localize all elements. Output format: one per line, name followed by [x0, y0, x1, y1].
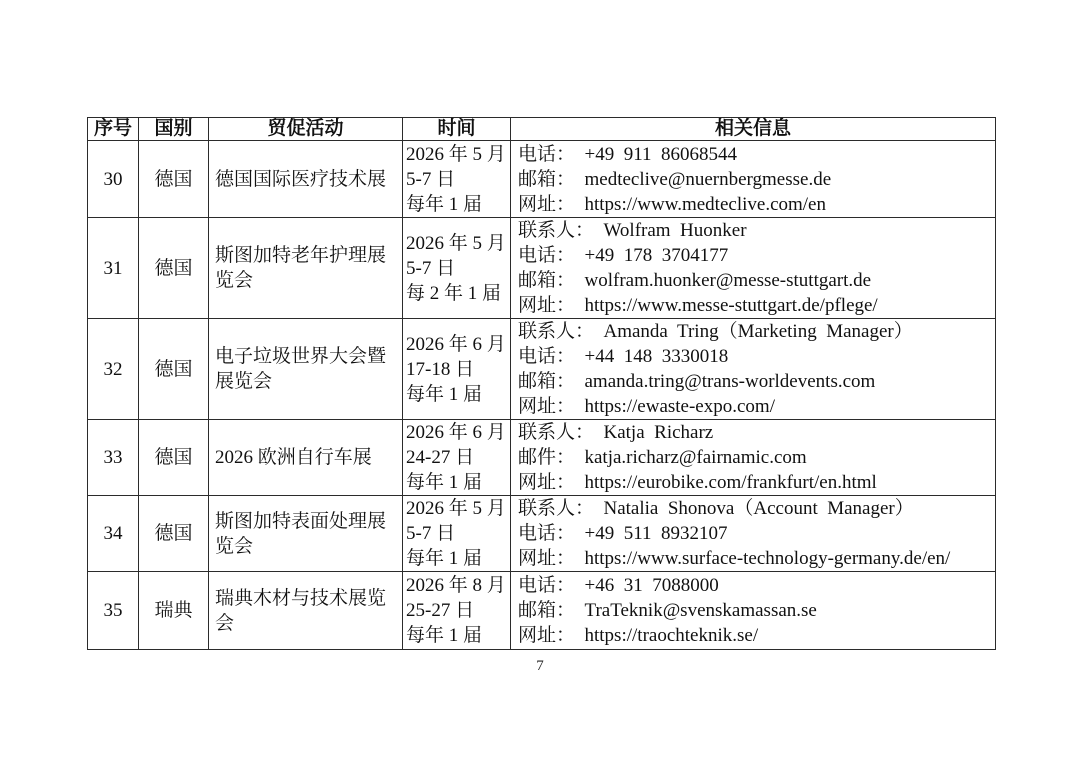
- time-line: 每 2 年 1 届: [406, 282, 502, 304]
- header-country: 国别: [139, 118, 209, 141]
- cell-activity: 斯图加特表面处理展览会: [209, 496, 403, 572]
- cell-country: 瑞典: [139, 572, 209, 650]
- cell-info: [511, 319, 996, 420]
- time-line: 每年 1 届: [406, 472, 483, 493]
- time-line: 2026 年 5 月: [406, 498, 506, 519]
- info-line: 联系人： Amanda Tring（Marketing Manager）: [518, 321, 913, 342]
- cell-row-number: 34: [88, 496, 139, 572]
- time-line: 每年 1 届: [406, 548, 483, 569]
- cell-info: [511, 218, 996, 319]
- cell-info: [511, 141, 996, 218]
- cell-row-number: 35: [88, 572, 139, 650]
- time-line: 5-7 日: [406, 523, 456, 544]
- time-line: 2026 年 6 月: [406, 422, 506, 443]
- info-line: 邮箱： wolfram.huonker@messe-stuttgart.de: [518, 270, 872, 291]
- table-row: [88, 319, 996, 420]
- info-line: 联系人： Katja Richarz: [518, 422, 714, 443]
- cell-activity: 德国国际医疗技术展: [209, 141, 403, 218]
- info-line: 网址： https://www.medteclive.com/en: [518, 193, 826, 215]
- cell-time: [403, 319, 511, 420]
- info-line: 电话： +49 911 86068544: [518, 143, 738, 165]
- table-row: [88, 141, 996, 218]
- cell-activity: 斯图加特老年护理展览会: [209, 218, 403, 319]
- cell-row-number: 33: [88, 420, 139, 496]
- time-line: 5-7 日: [406, 257, 456, 279]
- cell-time: [403, 218, 511, 319]
- time-line: 每年 1 届: [406, 383, 483, 405]
- cell-info: [511, 572, 996, 650]
- cell-time: [403, 420, 511, 496]
- info-line: 联系人： Natalia Shonova（Account Manager）: [518, 498, 914, 519]
- cell-info: [511, 420, 996, 496]
- cell-activity: 瑞典木材与技术展览会: [209, 572, 403, 650]
- info-line: 电话： +46 31 7088000: [518, 575, 719, 596]
- info-line: 邮箱： medteclive@nuernbergmesse.de: [518, 168, 832, 190]
- table-row: [88, 496, 996, 572]
- cell-time: [403, 496, 511, 572]
- cell-time: [403, 141, 511, 218]
- time-line: 每年 1 届: [406, 193, 483, 215]
- info-line: 网址： https://www.messe-stuttgart.de/pflege/: [518, 295, 878, 316]
- info-line: 电话： +49 511 8932107: [518, 523, 728, 544]
- trade-events-table: [87, 117, 996, 650]
- info-line: 邮箱： TraTeknik@svenskamassan.se: [518, 600, 817, 621]
- cell-country: 德国: [139, 319, 209, 420]
- header-no: 序号: [88, 118, 139, 141]
- info-line: 网址： https://traochteknik.se/: [518, 625, 759, 646]
- page-number: 7: [536, 658, 544, 674]
- cell-activity: 电子垃圾世界大会暨展览会: [209, 319, 403, 420]
- info-line: 网址： https://www.surface-technology-germany.de/en/: [518, 548, 951, 569]
- cell-country: 德国: [139, 218, 209, 319]
- header-info: 相关信息: [511, 118, 996, 141]
- table-row: [88, 572, 996, 650]
- cell-country: 德国: [139, 496, 209, 572]
- cell-info: [511, 496, 996, 572]
- cell-activity: 2026 欧洲自行车展: [209, 420, 403, 496]
- cell-row-number: 32: [88, 319, 139, 420]
- time-line: 每年 1 届: [406, 625, 483, 646]
- time-line: 5-7 日: [406, 168, 456, 190]
- header-time: 时间: [403, 118, 511, 141]
- time-line: 2026 年 6 月: [406, 333, 506, 355]
- time-line: 25-27 日: [406, 600, 475, 621]
- info-line: 网址： https://ewaste-expo.com/: [518, 396, 775, 417]
- time-line: 2026 年 5 月: [406, 232, 506, 254]
- header-activity: 贸促活动: [209, 118, 403, 141]
- cell-country: 德国: [139, 420, 209, 496]
- table-row: [88, 420, 996, 496]
- info-line: 联系人： Wolfram Huonker: [518, 220, 747, 241]
- time-line: 24-27 日: [406, 447, 475, 468]
- time-line: 2026 年 5 月: [406, 143, 506, 165]
- table-row: [88, 218, 996, 319]
- time-line: 2026 年 8 月: [406, 575, 506, 596]
- time-line: 17-18 日: [406, 358, 475, 380]
- info-line: 电话： +44 148 3330018: [518, 346, 729, 367]
- cell-row-number: 30: [88, 141, 139, 218]
- info-line: 邮箱： amanda.tring@trans-worldevents.com: [518, 371, 876, 392]
- cell-row-number: 31: [88, 218, 139, 319]
- table-header-row: [88, 118, 996, 141]
- info-line: 电话： +49 178 3704177: [518, 245, 729, 266]
- info-line: 邮件： katja.richarz@fairnamic.com: [518, 447, 807, 468]
- info-line: 网址： https://eurobike.com/frankfurt/en.html: [518, 472, 877, 493]
- cell-time: [403, 572, 511, 650]
- cell-country: 德国: [139, 141, 209, 218]
